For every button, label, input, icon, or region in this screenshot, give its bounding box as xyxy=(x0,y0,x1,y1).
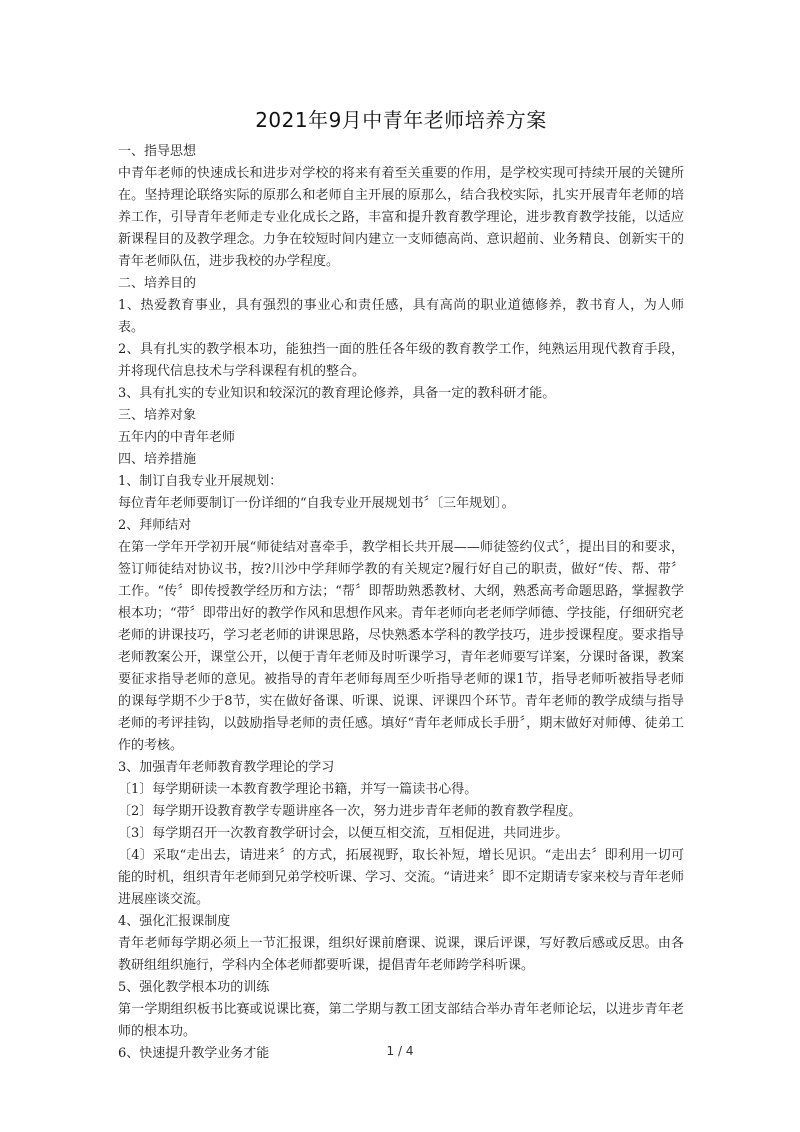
document-body xyxy=(118,141,684,1065)
measure-3-item-4: 〔4〕采取“走出去，请进来〞的方式，拓展视野，取长补短，增长见识。“走出去〞即利用一切可能的时机，组织青年老师到兄弟学校听课、学习、交流。“请进来〞即不定期请专家来校与青年老师进展座谈交流。 xyxy=(118,848,684,907)
measure-heading-3: 3、加强青年老师教育教学理论的学习 xyxy=(118,760,335,775)
measure-paragraph-1: 每位青年老师要制订一份详细的“自我专业开展规划书〞〔三年规划〕。 xyxy=(118,496,515,511)
measure-paragraph-4: 青年老师每学期必须上一节汇报课，组织好课前磨课、说课，课后评课，写好教后感或反思。由各教研组组织施行，学科内全体老师都要听课，提倡青年老师跨学科听课。 xyxy=(118,936,684,973)
measure-heading-1: 1、制订自我专业开展规划： xyxy=(118,474,283,489)
measure-3-item-3: 〔3〕每学期召开一次教育教学研讨会，以便互相交流，互相促进，共同进步。 xyxy=(118,826,569,841)
goal-item-3: 3、具有扎实的专业知识和较深沉的教育理论修养，具备一定的教科研才能。 xyxy=(118,386,556,401)
section-heading-guiding-ideology: 一、指导思想 xyxy=(118,144,197,159)
section-heading-training-target: 三、培养对象 xyxy=(118,408,197,423)
document-title: 2021年9月中青年老师培养方案 xyxy=(255,108,547,132)
measure-3-item-2: 〔2〕每学期开设教育教学专题讲座各一次，努力进步青年老师的教育教学程度。 xyxy=(118,804,582,819)
measure-3-item-1: 〔1〕每学期研读一本教育教学理论书籍，并写一篇读书心得。 xyxy=(118,782,478,797)
document-page xyxy=(118,104,684,1065)
paragraph-training-target: 五年内的中青年老师 xyxy=(118,430,236,445)
measure-heading-6: 6、快速提升教学业务才能 xyxy=(118,1046,270,1061)
goal-item-2: 2、具有扎实的教学根本功，能独挡一面的胜任各年级的教育教学工作，纯熟运用现代教育手段，并将现代信息技术与学科课程有机的整合。 xyxy=(118,342,684,379)
measure-heading-5: 5、强化教学根本功的训练 xyxy=(118,980,270,995)
measure-paragraph-2: 在第一学年开学初开展“师徒结对喜牵手，教学相长共开展——师徒签约仪式〞，提出目的和要求，签订师徒结对协议书，按?川沙中学拜师学教的有关规定?履行好自己的职责，做好“传、帮、带〞工作。“传〞即传授教学经历和方法；“帮〞即帮助熟悉教材、大纲，熟悉高考命题思路，掌握教学根本功；“带〞即带出好的教学作风和思想作风来。青年老师向老老师学师德、学技能，仔细研究老老师的讲课技巧，学习老老师的讲课思路，尽快熟悉本学科的教学技巧，进步授课程度。要求指导老师教案公开，课堂公开，以便于青年老师及时听课学习，青年老师要写详案，分课时备课，教案要征求指导老师的意见。被指导的青年老师每周至少听指导老师的课1节，指导老师听被指导老师的课每学期不少于8节，实在做好备课、听课、说课、评课四个环节。青年老师的教学成绩与指导老师的考评挂钩，以鼓励指导老师的责任感。填好“青年老师成长手册〞，期末做好对师傅、徒弟工作的考核。 xyxy=(118,540,684,753)
paragraph-guiding-ideology: 中青年老师的快速成长和进步对学校的将来有着至关重要的作用，是学校实现可持续开展的关键所在。坚持理论联络实际的原那么和老师自主开展的原那么，结合我校实际，扎实开展青年老师的培养工作，引导青年老师走专业化成长之路，丰富和提升教育教学理论，进步教育教学技能，以适应新课程目的及教学理念。力争在较短时间内建立一支师德高尚、意识超前、业务精良、创新实干的青年老师队伍，进步我校的办学程度。 xyxy=(118,166,684,269)
goal-item-1: 1、热爱教育事业，具有强烈的事业心和责任感，具有高尚的职业道德修养，教书育人，为人师表。 xyxy=(118,298,684,335)
measure-paragraph-5: 第一学期组织板书比赛或说课比赛，第二学期与教工团支部结合举办青年老师论坛，以进步青年老师的根本功。 xyxy=(118,1002,684,1039)
measure-heading-4: 4、强化汇报课制度 xyxy=(118,914,231,929)
page-number: 1 / 4 xyxy=(386,1044,414,1058)
measure-heading-2: 2、拜师结对 xyxy=(118,518,192,533)
section-heading-training-measures: 四、培养措施 xyxy=(118,452,197,467)
section-heading-training-goals: 二、培养目的 xyxy=(118,276,197,291)
